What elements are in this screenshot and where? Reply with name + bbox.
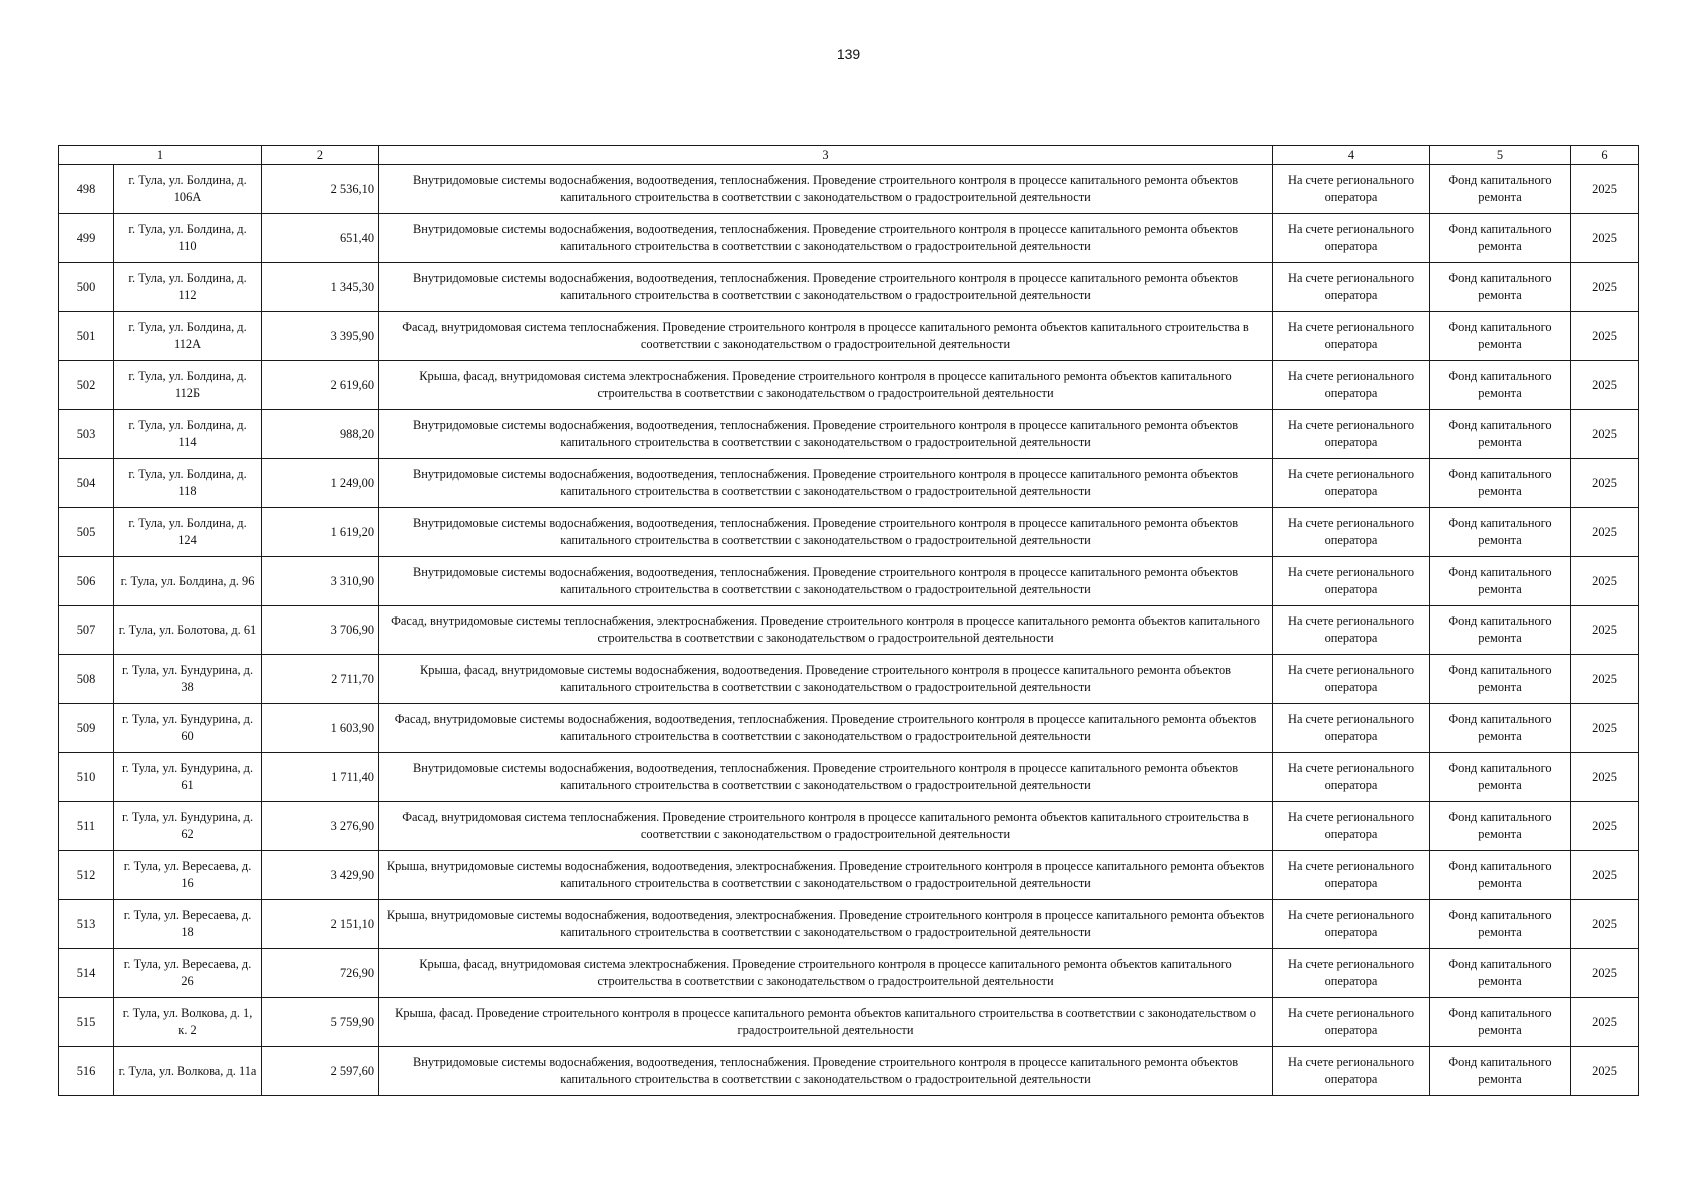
row-number: 498 bbox=[59, 165, 114, 214]
planned-year: 2025 bbox=[1571, 1047, 1639, 1096]
fund-account: На счете регионального оператора bbox=[1273, 753, 1430, 802]
row-number: 505 bbox=[59, 508, 114, 557]
planned-year: 2025 bbox=[1571, 900, 1639, 949]
table-row bbox=[59, 165, 1639, 214]
funding-source: Фонд капитального ремонта bbox=[1430, 998, 1571, 1047]
repair-cost: 3 429,90 bbox=[262, 851, 379, 900]
table-row bbox=[59, 655, 1639, 704]
funding-source: Фонд капитального ремонта bbox=[1430, 165, 1571, 214]
funding-source: Фонд капитального ремонта bbox=[1430, 508, 1571, 557]
table-row bbox=[59, 214, 1639, 263]
repair-cost: 1 345,30 bbox=[262, 263, 379, 312]
row-number: 499 bbox=[59, 214, 114, 263]
fund-account: На счете регионального оператора bbox=[1273, 557, 1430, 606]
row-number: 501 bbox=[59, 312, 114, 361]
fund-account: На счете регионального оператора bbox=[1273, 655, 1430, 704]
building-address: г. Тула, ул. Бундурина, д. 61 bbox=[114, 753, 262, 802]
funding-source: Фонд капитального ремонта bbox=[1430, 851, 1571, 900]
repair-works: Внутридомовые системы водоснабжения, водоотведения, теплоснабжения. Проведение строительного контроля в процессе капитального ремонта объектов капитального строительства в соответствии с законодательством о градостроительной деятельности bbox=[379, 557, 1273, 606]
page-number: 139 bbox=[836, 46, 861, 62]
building-address: г. Тула, ул. Болдина, д. 118 bbox=[114, 459, 262, 508]
building-address: г. Тула, ул. Вересаева, д. 26 bbox=[114, 949, 262, 998]
table-row bbox=[59, 900, 1639, 949]
funding-source: Фонд капитального ремонта bbox=[1430, 753, 1571, 802]
planned-year: 2025 bbox=[1571, 557, 1639, 606]
planned-year: 2025 bbox=[1571, 655, 1639, 704]
row-number: 506 bbox=[59, 557, 114, 606]
repair-cost: 1 603,90 bbox=[262, 704, 379, 753]
table-row bbox=[59, 704, 1639, 753]
table-row bbox=[59, 606, 1639, 655]
repair-cost: 3 276,90 bbox=[262, 802, 379, 851]
table-row bbox=[59, 312, 1639, 361]
funding-source: Фонд капитального ремонта bbox=[1430, 655, 1571, 704]
planned-year: 2025 bbox=[1571, 753, 1639, 802]
planned-year: 2025 bbox=[1571, 312, 1639, 361]
fund-account: На счете регионального оператора bbox=[1273, 312, 1430, 361]
repair-cost: 2 536,10 bbox=[262, 165, 379, 214]
building-address: г. Тула, ул. Волкова, д. 1, к. 2 bbox=[114, 998, 262, 1047]
repair-cost: 1 249,00 bbox=[262, 459, 379, 508]
capital-repair-table bbox=[58, 145, 1639, 1096]
building-address: г. Тула, ул. Вересаева, д. 16 bbox=[114, 851, 262, 900]
row-number: 508 bbox=[59, 655, 114, 704]
planned-year: 2025 bbox=[1571, 361, 1639, 410]
table-row bbox=[59, 998, 1639, 1047]
row-number: 516 bbox=[59, 1047, 114, 1096]
funding-source: Фонд капитального ремонта bbox=[1430, 900, 1571, 949]
funding-source: Фонд капитального ремонта bbox=[1430, 361, 1571, 410]
building-address: г. Тула, ул. Болдина, д. 106А bbox=[114, 165, 262, 214]
planned-year: 2025 bbox=[1571, 165, 1639, 214]
table-row bbox=[59, 459, 1639, 508]
repair-cost: 651,40 bbox=[262, 214, 379, 263]
row-number: 507 bbox=[59, 606, 114, 655]
building-address: г. Тула, ул. Болдина, д. 112Б bbox=[114, 361, 262, 410]
funding-source: Фонд капитального ремонта bbox=[1430, 214, 1571, 263]
building-address: г. Тула, ул. Болдина, д. 114 bbox=[114, 410, 262, 459]
row-number: 515 bbox=[59, 998, 114, 1047]
planned-year: 2025 bbox=[1571, 802, 1639, 851]
repair-cost: 3 706,90 bbox=[262, 606, 379, 655]
repair-cost: 2 597,60 bbox=[262, 1047, 379, 1096]
repair-works: Фасад, внутридомовые системы водоснабжения, водоотведения, теплоснабжения. Проведение строительного контроля в процессе капитального ремонта объектов капитального строительства в соответствии с законодательством о градостроительной деятельности bbox=[379, 704, 1273, 753]
repair-cost: 2 151,10 bbox=[262, 900, 379, 949]
building-address: г. Тула, ул. Болотова, д. 61 bbox=[114, 606, 262, 655]
repair-works: Внутридомовые системы водоснабжения, водоотведения, теплоснабжения. Проведение строительного контроля в процессе капитального ремонта объектов капитального строительства в соответствии с законодательством о градостроительной деятельности bbox=[379, 214, 1273, 263]
building-address: г. Тула, ул. Болдина, д. 110 bbox=[114, 214, 262, 263]
row-number: 502 bbox=[59, 361, 114, 410]
funding-source: Фонд капитального ремонта bbox=[1430, 557, 1571, 606]
building-address: г. Тула, ул. Бундурина, д. 38 bbox=[114, 655, 262, 704]
repair-works: Крыша, внутридомовые системы водоснабжения, водоотведения, электроснабжения. Проведение строительного контроля в процессе капитального ремонта объектов капитального строительства в соответствии с законодательством о градостроительной деятельности bbox=[379, 851, 1273, 900]
row-number: 513 bbox=[59, 900, 114, 949]
repair-cost: 3 310,90 bbox=[262, 557, 379, 606]
table-row bbox=[59, 263, 1639, 312]
building-address: г. Тула, ул. Болдина, д. 96 bbox=[114, 557, 262, 606]
funding-source: Фонд капитального ремонта bbox=[1430, 459, 1571, 508]
fund-account: На счете регионального оператора bbox=[1273, 998, 1430, 1047]
column-number-2: 2 bbox=[262, 146, 379, 165]
fund-account: На счете регионального оператора bbox=[1273, 900, 1430, 949]
repair-works: Фасад, внутридомовые системы теплоснабжения, электроснабжения. Проведение строительного контроля в процессе капитального ремонта объектов капитального строительства в соответствии с законодательством о градостроительной деятельности bbox=[379, 606, 1273, 655]
planned-year: 2025 bbox=[1571, 704, 1639, 753]
repair-works: Внутридомовые системы водоснабжения, водоотведения, теплоснабжения. Проведение строительного контроля в процессе капитального ремонта объектов капитального строительства в соответствии с законодательством о градостроительной деятельности bbox=[379, 165, 1273, 214]
repair-works: Внутридомовые системы водоснабжения, водоотведения, теплоснабжения. Проведение строительного контроля в процессе капитального ремонта объектов капитального строительства в соответствии с законодательством о градостроительной деятельности bbox=[379, 263, 1273, 312]
fund-account: На счете регионального оператора bbox=[1273, 361, 1430, 410]
fund-account: На счете регионального оператора bbox=[1273, 704, 1430, 753]
planned-year: 2025 bbox=[1571, 606, 1639, 655]
column-number-1: 1 bbox=[59, 146, 262, 165]
funding-source: Фонд капитального ремонта bbox=[1430, 606, 1571, 655]
repair-works: Крыша, фасад, внутридомовые системы водоснабжения, водоотведения. Проведение строительного контроля в процессе капитального ремонта объектов капитального строительства в соответствии с законодательством о градостроительной деятельности bbox=[379, 655, 1273, 704]
column-number-5: 5 bbox=[1430, 146, 1571, 165]
funding-source: Фонд капитального ремонта bbox=[1430, 1047, 1571, 1096]
building-address: г. Тула, ул. Вересаева, д. 18 bbox=[114, 900, 262, 949]
column-number-4: 4 bbox=[1273, 146, 1430, 165]
building-address: г. Тула, ул. Болдина, д. 112 bbox=[114, 263, 262, 312]
repair-cost: 988,20 bbox=[262, 410, 379, 459]
repair-works: Фасад, внутридомовая система теплоснабжения. Проведение строительного контроля в процессе капитального ремонта объектов капитального строительства в соответствии с законодательством о градостроительной деятельности bbox=[379, 312, 1273, 361]
column-number-6: 6 bbox=[1571, 146, 1639, 165]
building-address: г. Тула, ул. Болдина, д. 124 bbox=[114, 508, 262, 557]
funding-source: Фонд капитального ремонта bbox=[1430, 410, 1571, 459]
funding-source: Фонд капитального ремонта bbox=[1430, 704, 1571, 753]
fund-account: На счете регионального оператора bbox=[1273, 165, 1430, 214]
repair-cost: 3 395,90 bbox=[262, 312, 379, 361]
planned-year: 2025 bbox=[1571, 410, 1639, 459]
repair-works: Крыша, фасад. Проведение строительного контроля в процессе капитального ремонта объектов капитального строительства в соответствии с законодательством о градостроительной деятельности bbox=[379, 998, 1273, 1047]
funding-source: Фонд капитального ремонта bbox=[1430, 949, 1571, 998]
funding-source: Фонд капитального ремонта bbox=[1430, 263, 1571, 312]
row-number: 510 bbox=[59, 753, 114, 802]
fund-account: На счете регионального оператора bbox=[1273, 949, 1430, 998]
repair-works: Внутридомовые системы водоснабжения, водоотведения, теплоснабжения. Проведение строительного контроля в процессе капитального ремонта объектов капитального строительства в соответствии с законодательством о градостроительной деятельности bbox=[379, 459, 1273, 508]
building-address: г. Тула, ул. Болдина, д. 112А bbox=[114, 312, 262, 361]
table-row bbox=[59, 361, 1639, 410]
planned-year: 2025 bbox=[1571, 998, 1639, 1047]
fund-account: На счете регионального оператора bbox=[1273, 410, 1430, 459]
table-row bbox=[59, 1047, 1639, 1096]
funding-source: Фонд капитального ремонта bbox=[1430, 312, 1571, 361]
repair-works: Крыша, внутридомовые системы водоснабжения, водоотведения, электроснабжения. Проведение строительного контроля в процессе капитального ремонта объектов капитального строительства в соответствии с законодательством о градостроительной деятельности bbox=[379, 900, 1273, 949]
column-number-row bbox=[59, 146, 1639, 165]
repair-works: Фасад, внутридомовая система теплоснабжения. Проведение строительного контроля в процессе капитального ремонта объектов капитального строительства в соответствии с законодательством о градостроительной деятельности bbox=[379, 802, 1273, 851]
planned-year: 2025 bbox=[1571, 214, 1639, 263]
repair-cost: 5 759,90 bbox=[262, 998, 379, 1047]
repair-works: Внутридомовые системы водоснабжения, водоотведения, теплоснабжения. Проведение строительного контроля в процессе капитального ремонта объектов капитального строительства в соответствии с законодательством о градостроительной деятельности bbox=[379, 1047, 1273, 1096]
fund-account: На счете регионального оператора bbox=[1273, 263, 1430, 312]
repair-cost: 1 711,40 bbox=[262, 753, 379, 802]
planned-year: 2025 bbox=[1571, 263, 1639, 312]
table-row bbox=[59, 508, 1639, 557]
table-body bbox=[59, 146, 1639, 1096]
row-number: 512 bbox=[59, 851, 114, 900]
planned-year: 2025 bbox=[1571, 851, 1639, 900]
fund-account: На счете регионального оператора bbox=[1273, 606, 1430, 655]
table-row bbox=[59, 753, 1639, 802]
repair-works: Крыша, фасад, внутридомовая система электроснабжения. Проведение строительного контроля в процессе капитального ремонта объектов капитального строительства в соответствии с законодательством о градостроительной деятельности bbox=[379, 361, 1273, 410]
repair-works: Крыша, фасад, внутридомовая система электроснабжения. Проведение строительного контроля в процессе капитального ремонта объектов капитального строительства в соответствии с законодательством о градостроительной деятельности bbox=[379, 949, 1273, 998]
fund-account: На счете регионального оператора bbox=[1273, 1047, 1430, 1096]
planned-year: 2025 bbox=[1571, 949, 1639, 998]
column-number-3: 3 bbox=[379, 146, 1273, 165]
funding-source: Фонд капитального ремонта bbox=[1430, 802, 1571, 851]
building-address: г. Тула, ул. Бундурина, д. 60 bbox=[114, 704, 262, 753]
row-number: 500 bbox=[59, 263, 114, 312]
row-number: 503 bbox=[59, 410, 114, 459]
planned-year: 2025 bbox=[1571, 508, 1639, 557]
table-row bbox=[59, 410, 1639, 459]
repair-cost: 2 711,70 bbox=[262, 655, 379, 704]
fund-account: На счете регионального оператора bbox=[1273, 802, 1430, 851]
repair-cost: 726,90 bbox=[262, 949, 379, 998]
repair-works: Внутридомовые системы водоснабжения, водоотведения, теплоснабжения. Проведение строительного контроля в процессе капитального ремонта объектов капитального строительства в соответствии с законодательством о градостроительной деятельности bbox=[379, 753, 1273, 802]
repair-works: Внутридомовые системы водоснабжения, водоотведения, теплоснабжения. Проведение строительного контроля в процессе капитального ремонта объектов капитального строительства в соответствии с законодательством о градостроительной деятельности bbox=[379, 508, 1273, 557]
building-address: г. Тула, ул. Волкова, д. 11а bbox=[114, 1047, 262, 1096]
fund-account: На счете регионального оператора bbox=[1273, 851, 1430, 900]
table-row bbox=[59, 949, 1639, 998]
row-number: 514 bbox=[59, 949, 114, 998]
row-number: 504 bbox=[59, 459, 114, 508]
repair-cost: 1 619,20 bbox=[262, 508, 379, 557]
table-row bbox=[59, 802, 1639, 851]
fund-account: На счете регионального оператора bbox=[1273, 459, 1430, 508]
repair-cost: 2 619,60 bbox=[262, 361, 379, 410]
fund-account: На счете регионального оператора bbox=[1273, 214, 1430, 263]
row-number: 511 bbox=[59, 802, 114, 851]
building-address: г. Тула, ул. Бундурина, д. 62 bbox=[114, 802, 262, 851]
row-number: 509 bbox=[59, 704, 114, 753]
table-row bbox=[59, 851, 1639, 900]
planned-year: 2025 bbox=[1571, 459, 1639, 508]
fund-account: На счете регионального оператора bbox=[1273, 508, 1430, 557]
repair-works: Внутридомовые системы водоснабжения, водоотведения, теплоснабжения. Проведение строительного контроля в процессе капитального ремонта объектов капитального строительства в соответствии с законодательством о градостроительной деятельности bbox=[379, 410, 1273, 459]
table-row bbox=[59, 557, 1639, 606]
